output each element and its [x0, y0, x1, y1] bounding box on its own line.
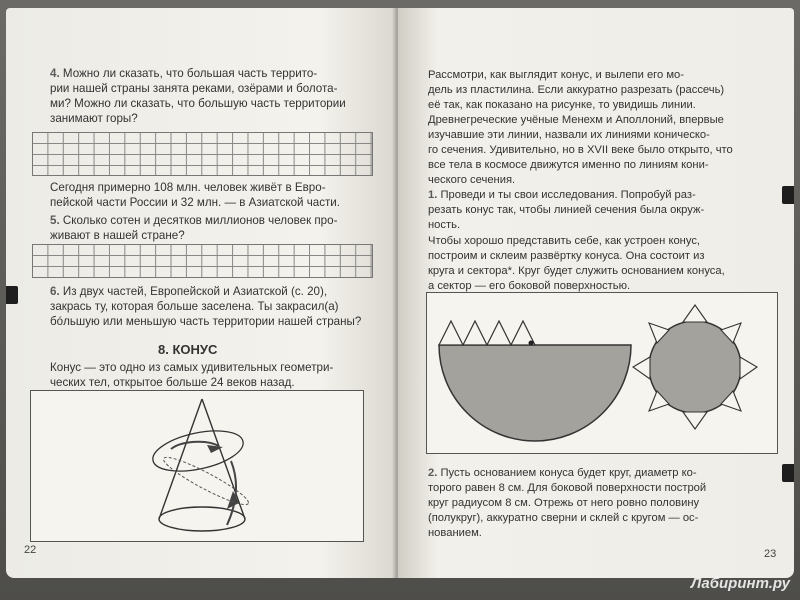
answer-grid-q4[interactable]	[32, 132, 373, 176]
watermark: Лабиринт.ру	[690, 575, 790, 592]
cone-illustration	[31, 391, 363, 541]
population-statement: Сегодня примерно 108 млн. человек живёт в Евро- пейской части России и 32 млн. — в Азиатской части.	[50, 181, 341, 209]
page-number-right: 23	[764, 548, 777, 560]
research-icon	[782, 186, 794, 204]
map-icon	[6, 286, 18, 304]
question-4: 4. Можно ли сказать, что большая часть террито- рии нашей страны занята реками, озёрами и болота- ми? Можно ли сказать, что большую часть территории занимают горы?	[50, 67, 346, 125]
glue-tabs	[439, 321, 535, 345]
cone-intro: Конус — это одно из самых удивительных геометри- ческих тел, открытое больше 24 веков назад.	[50, 361, 334, 389]
left-page	[6, 8, 398, 578]
task-2: 2. Пусть основанием конуса будет круг, диаметр ко- торого равен 8 см. Для боковой поверхности построй круг радиусом 8 см. Отрежь от него ровно половину (полукруг), аккуратно сверни и склей с кругом — ос- нованием.	[428, 467, 707, 539]
answer-grid-q5[interactable]	[32, 244, 373, 278]
question-5: 5. Сколько сотен и десятков миллионов человек про- живают в нашей стране?	[50, 214, 338, 242]
right-page	[398, 8, 794, 578]
cone-net-figure	[426, 292, 778, 454]
question-6: 6. Из двух частей, Европейской и Азиатской (с. 20), закрась ту, которая больше заселена. Ты закрасил(а) бóльшую или меньшую часть территории нашей страны?	[50, 285, 362, 328]
page-number-left: 22	[24, 544, 37, 556]
section-heading: 8. КОНУС	[158, 342, 218, 357]
cone-figure	[30, 390, 364, 542]
right-intro: Рассмотри, как выглядит конус, и вылепи его мо- дель из пластилина. Если аккуратно разрезать (рассечь) её так, как показано на рисунке, то увидишь линии. Древнегреческие учёные Менехм и Аполлоний, впервые изучавшие эти линии, назвали их линиями коническо- го сечения. Удивительно, но в XVII веке было открыто, что все тела в космосе движутся именно по линиям кони- ческого сечения.	[428, 69, 733, 186]
cone-net-illustration	[427, 293, 777, 453]
scissors-icon	[782, 464, 794, 482]
section-line-ellipse	[149, 424, 246, 478]
semicircle-sector	[439, 345, 631, 441]
cone-net-text: Чтобы хорошо представить себе, как устроен конус, построим и склеим развёртку конуса. Она состоит из круга и сектора*. Круг будет служить основанием конуса, а сектор — его боковой поверхностью.	[428, 235, 725, 292]
task-1: 1. Проведи и ты свои исследования. Попробуй раз- резать конус так, чтобы линией сечения была окруж- ность.	[428, 189, 705, 231]
